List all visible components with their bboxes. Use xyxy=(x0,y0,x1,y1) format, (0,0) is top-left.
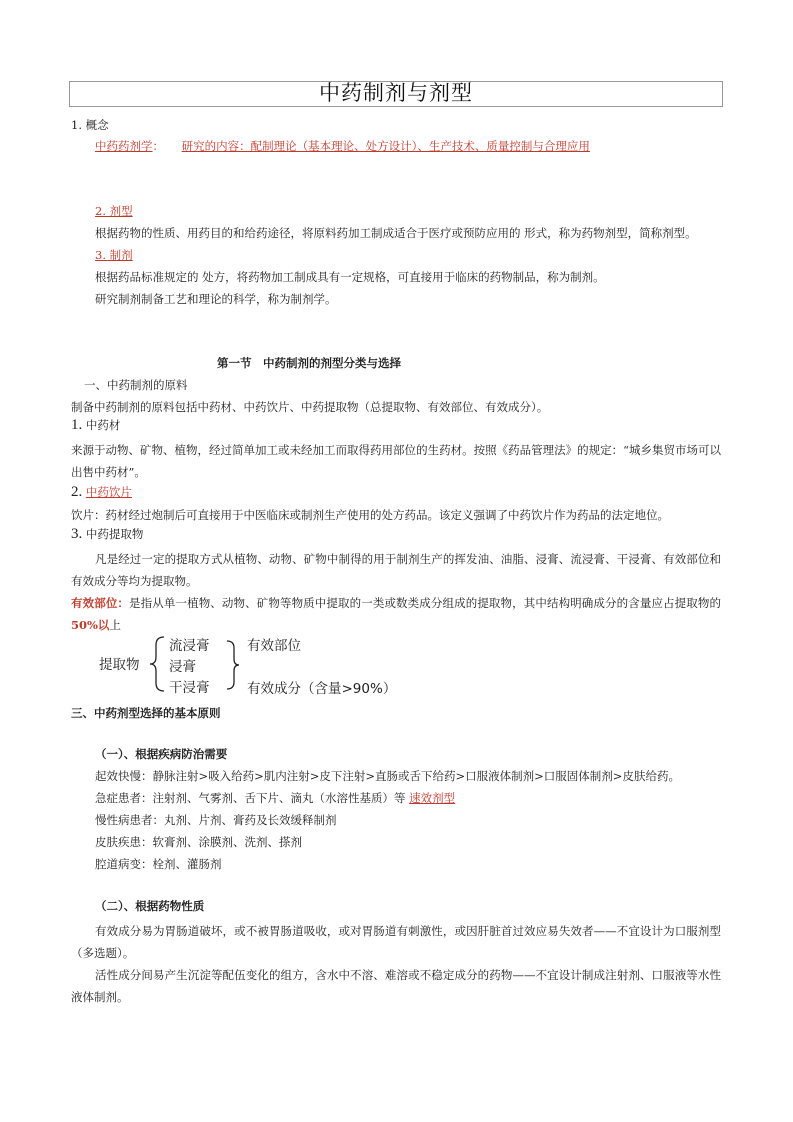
item3-label: 中药提取物 xyxy=(85,527,144,541)
item2-label: 中药饮片 xyxy=(85,485,132,499)
diagram-result-1: 有效部位 xyxy=(247,638,301,654)
dosage-form-heading: 2. 剂型 xyxy=(95,204,133,218)
diagram-branch-2: 浸膏 xyxy=(169,659,196,675)
chronic-line: 慢性病患者：丸剂、片剂、膏药及长效缓释制剂 xyxy=(95,813,337,827)
pharmaceutics-def: 研究制剂制备工艺和理论的科学，称为制剂学。 xyxy=(95,292,337,306)
term-colon: ： xyxy=(152,139,164,153)
item2-text: 饮片：药材经过炮制后可直接用于中医临床或制剂生产使用的处方药品。该定义强调了中药饮片作为药品的法定地位。 xyxy=(71,508,669,522)
section1-title: 第一节 中药制剂的剂型分类与选择 xyxy=(217,356,401,370)
item1-num: 1. xyxy=(71,417,83,433)
item2-heading xyxy=(71,484,132,501)
effective-part-label: 有效部位： xyxy=(71,596,130,610)
preparation-def: 根据药品标准规定的 处方，将药物加工制成具有一定规格，可直接用于临床的药物制品，称为制剂。 xyxy=(95,270,605,284)
item2-num: 2. xyxy=(71,484,83,500)
emergency-line xyxy=(95,790,455,806)
item3-text: 凡是经过一定的提取方式从植物、动物、矿物中制得的用于制剂生产的挥发油、油脂、浸膏、流浸膏、干浸膏、有效部位和有效成分等均为提取物。 xyxy=(71,552,721,588)
emergency-text: 急症患者：注射剂、气雾剂、舌下片、滴丸（水溶性基质）等 xyxy=(95,791,406,805)
left-brace-icon xyxy=(148,635,168,693)
diagram-branch-3: 干浸膏 xyxy=(169,680,210,696)
section1-sub1: 一、中药制剂的原料 xyxy=(84,378,188,392)
drug-property-para2: 活性成分间易产生沉淀等配伍变化的组方，含水中不溶、难溶或不稳定成分的药物——不宜设计制成注射剂、口服液等水性液体制剂。 xyxy=(71,968,721,1004)
effective-part-pct: 50%以 xyxy=(71,618,110,632)
diagram-result-2: 有效成分（含量>90%） xyxy=(247,681,397,697)
item1-heading xyxy=(71,417,120,434)
item3-num: 3. xyxy=(71,526,83,542)
title-box xyxy=(69,81,723,107)
raw-materials: 制备中药制剂的原料包括中药材、中药饮片、中药提取物（总提取物、有效部位、有效成分）。 xyxy=(71,400,549,414)
speed-ranking: 起效快慢：静脉注射>吸入给药>肌内注射>皮下注射>直肠或舌下给药>口服液体制剂>口服固体制剂>皮肤给药。 xyxy=(95,769,680,783)
drug-property-para1: 有效成分易为胃肠道破坏，或不被胃肠道吸收，或对胃肠道有刺激性，或因肝脏首过效应易失效者——不宜设计为口服剂型（多选题）。 xyxy=(71,924,721,960)
concept-heading: 1. 概念 xyxy=(71,118,109,132)
skin-line: 皮肤疾患：软膏剂、涂膜剂、洗剂、搽剂 xyxy=(95,835,302,849)
effective-part xyxy=(71,592,721,636)
diagram-root: 提取物 xyxy=(99,657,140,673)
item1-text: 来源于动物、矿物、植物，经过简单加工或未经加工而取得药用部位的生药材。按照《药品管理法》的规定：“城乡集贸市场可以出售中药材”。 xyxy=(71,443,721,479)
definition-line xyxy=(95,138,590,154)
research-content: 研究的内容：配制理论（基本理论、处方设计）、生产技术、质量控制与合理应用 xyxy=(181,139,590,153)
right-brace-icon xyxy=(225,639,241,691)
section3-title: 三、中药剂型选择的基本原则 xyxy=(71,706,221,720)
item1-label: 中药材 xyxy=(85,418,121,432)
page-title: 中药制剂与剂型 xyxy=(319,81,473,105)
dosage-form-def: 根据药物的性质、用药目的和给药途径，将原料药加工制成适合于医疗或预防应用的 形式，称为药物剂型，简称剂型。 xyxy=(95,226,697,240)
item3-heading xyxy=(71,526,143,543)
preparation-heading: 3. 制剂 xyxy=(95,248,133,262)
effective-part-text: 是指从单一植物、动物、矿物等物质中提取的一类或数类成分组成的提取物，其中结构明确成分的含量应占提取物的 xyxy=(129,596,721,610)
cavity-line: 腔道病变：栓剂、灌肠剂 xyxy=(95,857,222,871)
term-pharmaceutics: 中药药剂学 xyxy=(95,139,153,153)
diagram-branch-1: 流浸膏 xyxy=(169,638,210,654)
section3-sub1: （一）、根据疾病防治需要 xyxy=(95,747,228,761)
section3-sub2: （二）、根据药物性质 xyxy=(95,899,205,913)
emergency-tag: 速效剂型 xyxy=(409,791,456,805)
effective-part-end: 上 xyxy=(109,618,121,632)
